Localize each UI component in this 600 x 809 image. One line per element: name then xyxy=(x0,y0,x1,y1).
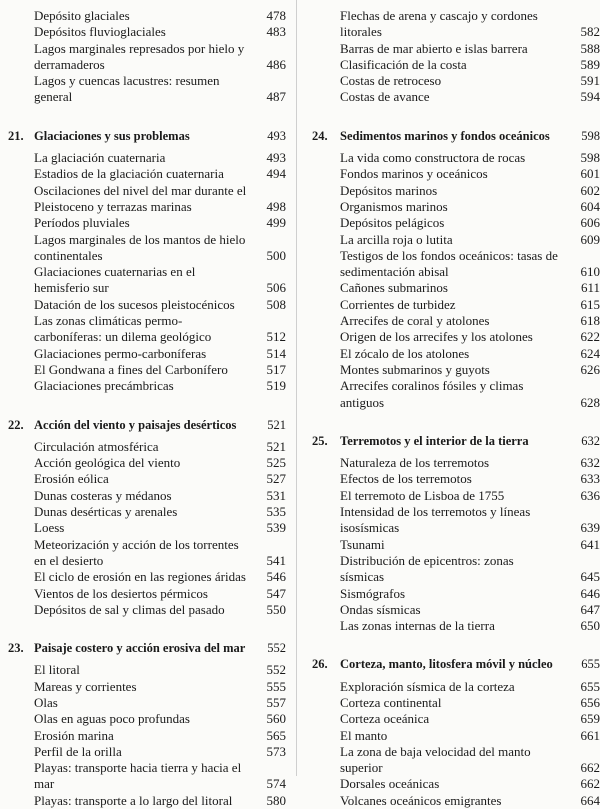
toc-entry[interactable] xyxy=(0,504,292,520)
toc-entry[interactable] xyxy=(0,520,292,536)
toc-entry-title: El Gondwana a fines del Carbonífero xyxy=(0,362,292,378)
toc-entry-page: 624 xyxy=(581,346,600,362)
chapter-page: 598 xyxy=(581,128,600,144)
toc-entry-page: 580 xyxy=(267,793,287,809)
toc-entry-title: Corteza oceánica xyxy=(302,711,600,727)
chapter-page: 552 xyxy=(267,640,286,656)
toc-entry[interactable] xyxy=(0,793,292,809)
toc-entry[interactable] xyxy=(0,24,292,40)
toc-entry-title: Corrientes de turbidez xyxy=(302,297,600,313)
toc-entry-page: 662 xyxy=(581,776,600,792)
toc-entry[interactable] xyxy=(302,711,600,727)
toc-entry-page: 512 xyxy=(267,329,287,345)
chapter-page: 655 xyxy=(581,656,600,672)
toc-entry-title: Cañones submarinos xyxy=(302,280,600,296)
toc-entry[interactable] xyxy=(0,150,292,166)
toc-entry-title: Corteza continental xyxy=(302,695,600,711)
toc-entry-page: 639 xyxy=(581,520,600,536)
chapter-title: Terremotos y el interior de la tierra xyxy=(302,433,600,449)
chapter-title: Glaciaciones y sus problemas xyxy=(0,128,292,144)
toc-entry-title: Meteorización y acción de los torrentes en el desierto xyxy=(0,537,292,570)
toc-entry[interactable] xyxy=(0,679,292,695)
toc-entry[interactable] xyxy=(302,362,600,378)
toc-entry-page: 604 xyxy=(581,199,600,215)
toc-entry-title: Glaciaciones permo-carboníferas xyxy=(0,346,292,362)
toc-entry-page: 662 xyxy=(581,760,600,776)
chapter-page: 493 xyxy=(267,128,286,144)
toc-entry-page: 611 xyxy=(581,280,600,296)
toc-entry[interactable] xyxy=(302,537,600,553)
toc-entry-title: Efectos de los terremotos xyxy=(302,471,600,487)
toc-entry-page: 547 xyxy=(267,586,287,602)
chapter-heading[interactable] xyxy=(302,656,600,672)
toc-entry-title: Depósitos de sal y climas del pasado xyxy=(0,602,292,618)
toc-entry-page: 487 xyxy=(267,89,287,105)
toc-entry[interactable] xyxy=(302,346,600,362)
toc-entry-page: 560 xyxy=(267,711,287,727)
toc-entry[interactable] xyxy=(0,166,292,182)
toc-entry-title: La arcilla roja o lutita xyxy=(302,232,600,248)
toc-entry[interactable] xyxy=(0,602,292,618)
toc-entry[interactable] xyxy=(302,618,600,634)
toc-entry[interactable] xyxy=(0,183,292,216)
toc-entry[interactable] xyxy=(0,586,292,602)
toc-entry[interactable] xyxy=(0,346,292,362)
toc-entry-title: Estadios de la glaciación cuaternaria xyxy=(0,166,292,182)
toc-entry-page: 650 xyxy=(581,618,600,634)
toc-entry[interactable] xyxy=(302,471,600,487)
toc-entry-page: 626 xyxy=(581,362,600,378)
chapter-title: Sedimentos marinos y fondos oceánicos xyxy=(302,128,600,144)
toc-entry-title: Flechas de arena y cascajo y cordones litorales xyxy=(302,8,600,41)
toc-entry-title: La zona de baja velocidad del manto superior xyxy=(302,744,600,777)
chapter-number: 26. xyxy=(312,656,328,672)
toc-entry[interactable] xyxy=(302,232,600,248)
toc-entry[interactable] xyxy=(302,602,600,618)
toc-entry-page: 615 xyxy=(581,297,600,313)
toc-entry[interactable] xyxy=(302,455,600,471)
toc-entry[interactable] xyxy=(0,8,292,24)
toc-entry[interactable] xyxy=(302,728,600,744)
toc-entry[interactable] xyxy=(0,297,292,313)
toc-entry[interactable] xyxy=(302,280,600,296)
toc-entry[interactable] xyxy=(0,569,292,585)
toc-entry-title: Organismos marinos xyxy=(302,199,600,215)
chapter-title: Paisaje costero y acción erosiva del mar xyxy=(0,640,292,656)
toc-entry[interactable] xyxy=(302,313,600,329)
toc-entry[interactable] xyxy=(0,313,292,346)
toc-entry-title: Dorsales oceánicas xyxy=(302,776,600,792)
toc-entry-title: Depósitos fluvioglaciales xyxy=(0,24,292,40)
toc-entry-page: 645 xyxy=(581,569,600,585)
column-divider xyxy=(296,0,297,776)
toc-entry[interactable] xyxy=(302,793,600,809)
toc-entry-title: Las zonas climáticas permo-carboníferas: un dilema geológico xyxy=(0,313,292,346)
toc-entry[interactable] xyxy=(302,297,600,313)
toc-entry-page: 610 xyxy=(581,264,600,280)
toc-entry[interactable] xyxy=(0,73,292,106)
toc-entry-title: Depósitos marinos xyxy=(302,183,600,199)
toc-entry-title: Depósitos pelágicos xyxy=(302,215,600,231)
toc-entry-title: El manto xyxy=(302,728,600,744)
toc-entry-title: Playas: transporte a lo largo del litoral xyxy=(0,793,292,809)
toc-entry-title: Volcanes oceánicos emigrantes xyxy=(302,793,600,809)
toc-entry-page: 664 xyxy=(581,793,600,809)
toc-entry[interactable] xyxy=(302,695,600,711)
toc-entry-title: Lagos marginales represados por hielo y derramaderos xyxy=(0,41,292,74)
toc-entry[interactable] xyxy=(0,711,292,727)
toc-entry-title: Dunas desérticas y arenales xyxy=(0,504,292,520)
toc-entry[interactable] xyxy=(302,8,600,41)
toc-entry-page: 594 xyxy=(581,89,600,105)
toc-entry[interactable] xyxy=(0,439,292,455)
toc-entry-title: Montes submarinos y guyots xyxy=(302,362,600,378)
toc-entry[interactable] xyxy=(302,504,600,537)
toc-entry-title: Costas de retroceso xyxy=(302,73,600,89)
left-column xyxy=(0,8,292,809)
toc-entry-title: Barras de mar abierto e islas barrera xyxy=(302,41,600,57)
chapter-heading[interactable] xyxy=(302,433,600,449)
toc-entry[interactable] xyxy=(302,553,600,586)
toc-entry-page: 646 xyxy=(581,586,600,602)
toc-entry-page: 601 xyxy=(581,166,600,182)
toc-entry[interactable] xyxy=(302,744,600,777)
toc-entry-page: 647 xyxy=(581,602,600,618)
toc-entry-page: 655 xyxy=(581,679,600,695)
toc-entry-page: 628 xyxy=(581,395,600,411)
toc-entry[interactable] xyxy=(302,89,600,105)
toc-entry-title: Acción geológica del viento xyxy=(0,455,292,471)
toc-entry-title: Sismógrafos xyxy=(302,586,600,602)
toc-entry[interactable] xyxy=(0,537,292,570)
chapter-number: 25. xyxy=(312,433,328,449)
toc-entry-title: Dunas costeras y médanos xyxy=(0,488,292,504)
toc-entry[interactable] xyxy=(302,150,600,166)
toc-entry-title: Erosión eólica xyxy=(0,471,292,487)
chapter-title: Acción del viento y paisajes desérticos xyxy=(0,417,292,433)
toc-entry[interactable] xyxy=(302,776,600,792)
toc-entry[interactable] xyxy=(0,662,292,678)
toc-entry[interactable] xyxy=(302,199,600,215)
toc-entry[interactable] xyxy=(0,760,292,793)
toc-entry-title: Depósito glaciales xyxy=(0,8,292,24)
toc-entry-page: 525 xyxy=(267,455,287,471)
toc-entry-title: Olas xyxy=(0,695,292,711)
toc-entry-page: 531 xyxy=(267,488,287,504)
toc-entry[interactable] xyxy=(302,166,600,182)
toc-entry-page: 521 xyxy=(267,439,287,455)
toc-entry[interactable] xyxy=(302,329,600,345)
toc-entry-page: 565 xyxy=(267,728,287,744)
toc-entry-title: Vientos de los desiertos pérmicos xyxy=(0,586,292,602)
toc-entry[interactable] xyxy=(302,183,600,199)
toc-entry-title: Loess xyxy=(0,520,292,536)
toc-entry-title: Testigos de los fondos oceánicos: tasas de sedimentación abisal xyxy=(302,248,600,281)
toc-entry-title: Las zonas internas de la tierra xyxy=(302,618,600,634)
toc-entry-page: 632 xyxy=(581,455,600,471)
toc-entry-page: 661 xyxy=(581,728,600,744)
toc-entry-page: 483 xyxy=(267,24,287,40)
toc-entry-page: 633 xyxy=(581,471,600,487)
toc-entry-page: 546 xyxy=(267,569,287,585)
toc-entry-page: 506 xyxy=(267,280,287,296)
toc-entry-title: El ciclo de erosión en las regiones áridas xyxy=(0,569,292,585)
toc-entry[interactable] xyxy=(0,215,292,231)
toc-entry-page: 598 xyxy=(581,150,600,166)
toc-entry-page: 588 xyxy=(581,41,600,57)
toc-entry-page: 508 xyxy=(267,297,287,313)
toc-entry-page: 555 xyxy=(267,679,287,695)
toc-entry-page: 499 xyxy=(267,215,287,231)
chapter-page: 521 xyxy=(267,417,286,433)
toc-entry-title: Fondos marinos y oceánicos xyxy=(302,166,600,182)
toc-entry[interactable] xyxy=(302,215,600,231)
toc-entry-page: 641 xyxy=(581,537,600,553)
toc-entry-title: Períodos pluviales xyxy=(0,215,292,231)
toc-entry[interactable] xyxy=(0,744,292,760)
toc-entry-page: 573 xyxy=(267,744,287,760)
toc-entry-page: 552 xyxy=(267,662,287,678)
toc-entry-title: Arrecifes coralinos fósiles y climas antiguos xyxy=(302,378,600,411)
toc-entry-title: Circulación atmosférica xyxy=(0,439,292,455)
toc-entry-title: Naturaleza de los terremotos xyxy=(302,455,600,471)
toc-entry-page: 539 xyxy=(267,520,287,536)
toc-entry[interactable] xyxy=(302,679,600,695)
toc-entry-page: 609 xyxy=(581,232,600,248)
toc-entry-title: Intensidad de los terremotos y líneas isosísmicas xyxy=(302,504,600,537)
toc-entry-page: 557 xyxy=(267,695,287,711)
toc-entry-title: Glaciaciones cuaternarias en el hemisferio sur xyxy=(0,264,292,297)
toc-entry-page: 606 xyxy=(581,215,600,231)
toc-entry-page: 602 xyxy=(581,183,600,199)
toc-entry-page: 493 xyxy=(267,150,287,166)
chapter-number: 24. xyxy=(312,128,328,144)
chapter-heading[interactable] xyxy=(0,640,292,656)
toc-entry-page: 517 xyxy=(267,362,287,378)
toc-entry-page: 636 xyxy=(581,488,600,504)
toc-entry[interactable] xyxy=(0,232,292,265)
toc-entry-page: 589 xyxy=(581,57,600,73)
toc-entry[interactable] xyxy=(0,471,292,487)
toc-entry[interactable] xyxy=(302,586,600,602)
toc-entry-page: 541 xyxy=(267,553,287,569)
toc-entry-page: 500 xyxy=(267,248,287,264)
toc-entry-page: 535 xyxy=(267,504,287,520)
toc-entry-title: Erosión marina xyxy=(0,728,292,744)
toc-entry-page: 527 xyxy=(267,471,287,487)
toc-entry[interactable] xyxy=(0,695,292,711)
toc-entry[interactable] xyxy=(0,378,292,394)
toc-entry-page: 550 xyxy=(267,602,287,618)
toc-entry-title: Playas: transporte hacia tierra y hacia el mar xyxy=(0,760,292,793)
toc-entry-page: 656 xyxy=(581,695,600,711)
toc-entry-title: Perfil de la orilla xyxy=(0,744,292,760)
chapter-heading[interactable] xyxy=(302,128,600,144)
toc-entry[interactable] xyxy=(302,57,600,73)
toc-entry-title: Distribución de epicentros: zonas sísmicas xyxy=(302,553,600,586)
toc-entry-title: Tsunami xyxy=(302,537,600,553)
toc-entry-title: Lagos marginales de los mantos de hielo continentales xyxy=(0,232,292,265)
toc-entry-title: La vida como constructora de rocas xyxy=(302,150,600,166)
toc-entry-page: 498 xyxy=(267,199,287,215)
toc-entry-title: Lagos y cuencas lacustres: resumen general xyxy=(0,73,292,106)
chapter-number: 23. xyxy=(8,640,24,656)
toc-entry-page: 494 xyxy=(267,166,287,182)
toc-entry[interactable] xyxy=(0,41,292,74)
toc-entry-title: Exploración sísmica de la corteza xyxy=(302,679,600,695)
toc-entry-page: 582 xyxy=(581,24,600,40)
toc-entry-page: 622 xyxy=(581,329,600,345)
toc-entry[interactable] xyxy=(0,488,292,504)
toc-entry[interactable] xyxy=(302,41,600,57)
chapter-number: 22. xyxy=(8,417,24,433)
toc-entry-page: 486 xyxy=(267,57,287,73)
chapter-number: 21. xyxy=(8,128,24,144)
toc-entry[interactable] xyxy=(302,378,600,411)
toc-entry-title: Origen de los arrecifes y los atolones xyxy=(302,329,600,345)
toc-entry-title: Datación de los sucesos pleistocénicos xyxy=(0,297,292,313)
toc-entry[interactable] xyxy=(302,248,600,281)
toc-entry-title: El zócalo de los atolones xyxy=(302,346,600,362)
toc-entry-title: El terremoto de Lisboa de 1755 xyxy=(302,488,600,504)
toc-entry-page: 591 xyxy=(581,73,600,89)
toc-entry-title: Clasificación de la costa xyxy=(302,57,600,73)
toc-entry[interactable] xyxy=(0,362,292,378)
toc-entry-title: El litoral xyxy=(0,662,292,678)
chapter-heading[interactable] xyxy=(0,417,292,433)
toc-entry-page: 574 xyxy=(267,776,287,792)
toc-entry-title: Arrecifes de coral y atolones xyxy=(302,313,600,329)
toc-entry-title: Ondas sísmicas xyxy=(302,602,600,618)
toc-entry[interactable] xyxy=(0,264,292,297)
toc-entry[interactable] xyxy=(302,73,600,89)
toc-entry-title: Costas de avance xyxy=(302,89,600,105)
toc-entry-page: 519 xyxy=(267,378,287,394)
toc-entry-title: Mareas y corrientes xyxy=(0,679,292,695)
chapter-title: Corteza, manto, litosfera móvil y núcleo xyxy=(302,656,600,672)
toc-entry-title: Glaciaciones precámbricas xyxy=(0,378,292,394)
right-column xyxy=(302,8,600,809)
toc-entry-title: Oscilaciones del nivel del mar durante el Pleistoceno y terrazas marinas xyxy=(0,183,292,216)
toc-entry[interactable] xyxy=(0,728,292,744)
toc-entry-page: 514 xyxy=(267,346,287,362)
toc-entry[interactable] xyxy=(302,488,600,504)
toc-entry-title: La glaciación cuaternaria xyxy=(0,150,292,166)
toc-entry-page: 478 xyxy=(267,8,287,24)
toc-entry-title: Olas en aguas poco profundas xyxy=(0,711,292,727)
chapter-heading[interactable] xyxy=(0,128,292,144)
toc-entry-page: 659 xyxy=(581,711,600,727)
toc-entry-page: 618 xyxy=(581,313,600,329)
toc-entry[interactable] xyxy=(0,455,292,471)
chapter-page: 632 xyxy=(581,433,600,449)
